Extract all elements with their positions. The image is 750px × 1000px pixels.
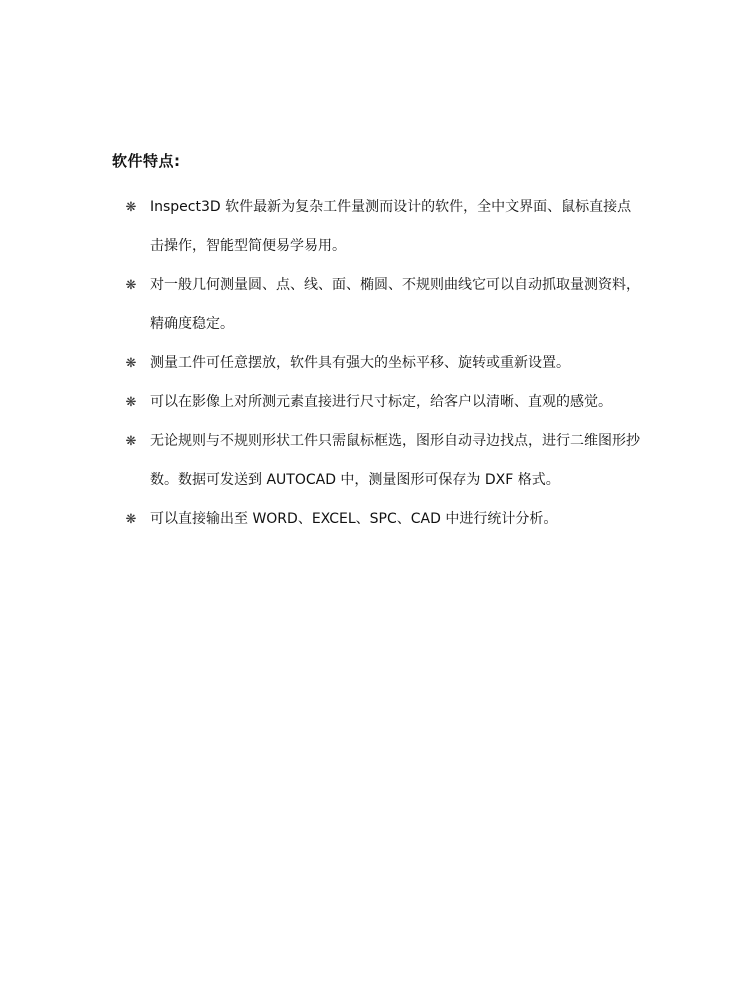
feature-text: 可以直接输出至 WORD、EXCEL、SPC、CAD 中进行统计分析。 [150,511,558,527]
feature-text: Inspect3D 软件最新为复杂工件量测而设计的软件，全中文界面、鼠标直接点击操作，智能型简便易学易用。 [150,199,632,254]
feature-text: 无论规则与不规则形状工件只需鼠标框选，图形自动寻边找点，进行二维图形抄数。数据可发送到 AUTOCAD 中，测量图形可保存为 DXF 格式。 [150,433,640,488]
feature-item [124,266,644,344]
snowflake-bullet-icon: ❋ [125,356,137,371]
feature-item [124,500,644,539]
snowflake-bullet-icon: ❋ [125,434,137,449]
feature-text: 可以在影像上对所测元素直接进行尺寸标定，给客户以清晰、直观的感觉。 [150,394,612,410]
feature-item [124,188,644,266]
feature-list [124,188,644,539]
feature-item [124,422,644,500]
snowflake-bullet-icon: ❋ [125,512,137,527]
feature-item [124,344,644,383]
snowflake-bullet-icon: ❋ [125,278,137,293]
section-title: 软件特点: [112,152,181,170]
snowflake-bullet-icon: ❋ [125,200,137,215]
feature-text: 测量工件可任意摆放，软件具有强大的坐标平移、旋转或重新设置。 [150,355,570,371]
feature-item [124,383,644,422]
feature-text: 对一般几何测量圆、点、线、面、椭圆、不规则曲线它可以自动抓取量测资料，精确度稳定。 [150,277,640,332]
snowflake-bullet-icon: ❋ [125,395,137,410]
